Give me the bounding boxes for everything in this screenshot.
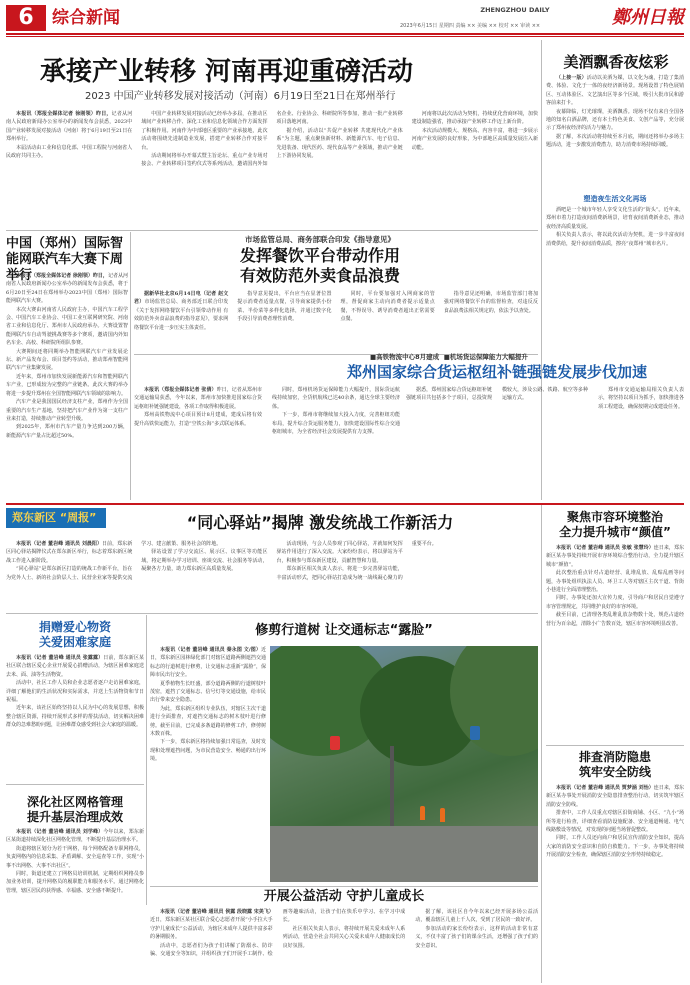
signage-p3: 下一步，郑东新区将持续加强日常巡查，及时发现和处理遮挡问题，为市民营造安全、畅通的出行环境。 — [150, 739, 266, 763]
baijiu-q1: 相关负责人表示，将以此次活动为契机，进一步丰富夜间消费供给，提升夜间消费品质，擦亮“夜郑州”城市名片。 — [546, 232, 684, 247]
grid-headline-1: 深化社区网格管理 — [26, 795, 123, 809]
signage-headline: 修剪行道树 让交通标志“露脸” — [255, 623, 433, 638]
logistics-p4: 据悉，郑州国家综合货运枢纽补链强链项目共包括多个子项目，总投资规模较大，涉及公路、铁路、航空等多种运输方式。 — [406, 387, 588, 402]
zhengdong-body — [6, 540, 538, 610]
fire-headline-2: 筑牢安全防线 — [578, 765, 651, 779]
signage-p0: 近日，郑东新区园林绿化部门对辖区道路两侧遮挡交通标志的行道树进行修剪，让交通标志重新“露脸”，保障市民出行安全。 — [150, 647, 266, 679]
baijiu-body — [546, 74, 684, 192]
page-number: 6 — [6, 5, 46, 31]
header-rule — [6, 33, 684, 35]
zhengdong-p3: 活动现场，与会人员参观了同心驿站，并就如何发挥驿站作用进行了深入交流。大家纷纷表示，将以驿站为平台，积极参与郑东新区建设，贡献智慧和力量。 — [276, 541, 403, 564]
fire-p1: 排查中，工作人员重点对辖区沿街商铺、小区、“九小”场所等进行检查，详细查看消防设施配备、安全通道畅通、电气线路敷设等情况，对发现的问题当场督促整改。 — [546, 810, 684, 834]
cityenv-p2: 同时，办事处还加大宣传力度，引导商户和居民自觉遵守市容管理规定，共同维护良好的市容环境。 — [546, 595, 684, 610]
food-byline: 据新华社北京6月14日电（记者 赵文君） — [134, 291, 229, 306]
grid-byline: 本报讯（记者 董岩峰 通讯员 刘学峰） — [16, 829, 104, 835]
column-divider — [541, 505, 542, 983]
signage-byline: 本报讯（记者 董岩峰 通讯员 秦永图 文/图） — [160, 647, 261, 653]
auto-p4: 汽车产业是我国国民经济支柱产业，郑州作为全国重要的汽车生产基地，坚持把汽车产业作为第一支柱产业来打造，持续推动产业转型升级。 — [6, 399, 128, 422]
grid-p1: 街道将辖区划分为若干网格，每个网格配备专职网格员，负责网格内的信息采集、矛盾调解、安全巡查等工作，实现“小事不出网格、大事不出社区”。 — [6, 845, 144, 869]
lead-body — [6, 110, 538, 228]
welfare-headline: 开展公益活动 守护儿童成长 — [263, 889, 425, 904]
column-divider — [146, 615, 147, 905]
lead-p1: 本届活动由工业和信息化部、中国工程院与河南省人民政府共同主办。 — [6, 144, 133, 160]
fire-byline: 本报讯（记者 董岩峰 通讯员 贾梦涵 刘怡） — [556, 785, 654, 791]
logistics-kicker-1: ■高铁物流中心8月建成 — [370, 353, 440, 361]
welfare-p4: 参加活动的家长纷纷表示，这样的活动非常有意义，不仅丰富了孩子们的课余生活，还增强了孩子们的安全意识。 — [415, 925, 538, 949]
zhengdong-p4: 郑东新区相关负责人表示，将进一步完善驿站功能，丰富活动形式，把同心驿站打造成为统一战线凝心聚力的重要平台。 — [276, 541, 437, 581]
zhengdong-p0: 日前，郑东新区同心驿站揭牌仪式在郑东新区举行，标志着郑东新区统战工作进入新阶段。 — [6, 541, 133, 564]
grid-body — [6, 828, 144, 980]
baijiu-q0: 酒吧是一个城市年轻人享受文化生活的“街头”。近年来，郑州市着力打造夜间消费新场景，培育夜间消费新业态，推动夜经济高质量发展。 — [546, 207, 684, 230]
welfare-p1: 活动中，志愿者们为孩子们讲解了防溺水、防诈骗、交通安全等知识，并组织孩子们开展手工制作、绘画等趣味活动，让孩子们在快乐中学习、在学习中成长。 — [150, 909, 406, 958]
donation-p2: 近年来，该社区始终坚持以人民为中心的发展思想，积极整合辖区资源，持续开展形式多样的帮扶活动，切实解决困难群众的急难愁盼问题，让困难群众感受到社会大家庭的温暖。 — [6, 705, 144, 729]
welfare-p2: 社区相关负责人表示，将持续开展关爱未成年人系列活动，营造全社会共同关心关爱未成年人健康成长的良好氛围。 — [282, 925, 406, 949]
zhengdong-headline: “同心驿站”揭牌 激发统战工作新活力 — [186, 513, 454, 532]
lead-subtitle: 2023 中国产业转移发展对接活动（河南）6月19日至21日在郑州举行 — [85, 91, 396, 102]
tree-trimming-photo — [270, 646, 538, 882]
section-rule — [6, 503, 684, 505]
auto-byline: 本报讯（郑报全媒体记者 徐刚领）昨日， — [16, 273, 108, 279]
lead-p3: 活动期间将举办开幕式暨主旨论坛、重点产业专场对接会、产业转移项目签约仪式等系列活动，邀请国内外知名企业、行业协会、科研院所等参加，推动一批产业转移项目落地河南。 — [141, 111, 403, 168]
cityenv-headline-2: 全力提升城市“颜值” — [559, 525, 671, 539]
lead-byline: 本报讯（郑报全媒体记者 徐刚领）昨日， — [16, 111, 112, 117]
logistics-p5: 郑州市交通运输局相关负责人表示，将坚持以项目为抓手，加快推进各项工程建设，确保按期完成建设任务。 — [598, 387, 684, 410]
auto-p2: 大赛期间还将同期举办智能网联汽车产业发展论坛、新产品发布会、项目签约等活动，推动郑州智能网联汽车产业集聚发展。 — [6, 348, 128, 372]
fire-body — [546, 784, 684, 980]
baijiu-byline: （上接一版） — [556, 75, 587, 81]
lead-p4: 据介绍，活动以“共促产业转移 共建现代化产业体系”为主题，重点聚焦新材料、新能源汽车、电子信息、先进装备、现代医药、现代食品等产业领域，推动产业链上下游协同发展。 — [276, 127, 403, 160]
zhengdong-logo — [6, 508, 106, 528]
food-headline-2: 有效防范外卖食品浪费 — [239, 266, 400, 285]
lead-headline: 承接产业转移 河南再迎重磅活动 — [40, 57, 414, 87]
lead-p5: 河南将以此次活动为契机，持续优化营商环境，加快建设制造强省，推动承接产业转移工作迈上新台阶。 — [411, 111, 538, 126]
auto-p5: 到2025年，郑州市汽车产量力争达到200万辆，新能源汽车产量占比超过50%。 — [6, 424, 128, 439]
zhengdong-logo-main: 郑东新区 — [12, 511, 56, 524]
baijiu-p2: 据了解，本次活动将持续至本月底，期间还将举办多场主题活动，进一步激发消费潜力，助力消费市场持续回暖。 — [546, 133, 684, 149]
baijiu-body2 — [546, 206, 684, 336]
baijiu-headline: 美酒飘香夜炫彩 — [563, 53, 669, 71]
grid-p2: 同时，街道还建立了网格员培训机制，定期组织网格员参加业务培训，提升网格员的履职能力和服务水平。通过网格化管理，辖区居民的获得感、幸福感、安全感不断提升。 — [6, 871, 144, 894]
cityenv-body — [546, 544, 684, 742]
auto-p1: 本次大赛由河南省人民政府主办，中国汽车工程学会、中国汽车工业协会、中国工业互联网研究院、河南省工业和信息化厅、郑州市人民政府承办。大赛设置智能网联汽车自动驾驶挑战赛等多个赛项，邀请国内外知名车企、高校、科研院所组队参赛。 — [6, 306, 128, 347]
logistics-kicker-2: ■机场货运保障能力大幅提升 — [443, 353, 528, 361]
baijiu-subhead: 塑造夜生活文化再场 — [583, 195, 647, 203]
logistics-p1: 郑州高铁物流中心项目预计8月建成，建成后将有效提升高铁快运能力，打造“空铁公海”多式联运体系。 — [134, 412, 262, 427]
logistics-p3: 下一步，郑州市将继续加大投入力度，完善枢纽功能布局，提升综合货运服务能力，加快建设国际性综合交通枢纽城市，为全省经济社会发展提供有力支撑。 — [272, 412, 400, 436]
donation-byline: 本报讯（记者 董岩峰 通讯员 张露露） — [16, 655, 104, 661]
signage-p1: 夏季植物生长旺盛，部分道路两侧的行道树枝叶茂密，遮挡了交通标志、信号灯等交通设施，给市民出行带来安全隐患。 — [150, 680, 266, 704]
food-kicker: 市场监管总局、商务部联合印发《指导意见》 — [245, 235, 395, 244]
header-rule-thin — [6, 36, 684, 37]
lead-p2: 中国产业转移发展对接活动已经举办多届，在推动区域间产业转移合作、深化工业和信息化领域合作方面发挥了积极作用。河南作为中部地区重要的产业承接地，此次活动将围绕先进制造业发展，搭建产业转移合作对接平台。 — [141, 111, 268, 151]
fire-p2: 同时，工作人员还向商户和居民宣传消防安全知识，提高大家的消防安全意识和自防自救能力。下一步，办事处将持续开展消防安全检查，确保辖区消防安全形势持续稳定。 — [546, 835, 684, 859]
cityenv-byline: 本报讯（记者 董岩峰 通讯员 张敏 张慧玲） — [556, 545, 654, 551]
section-title: 综合新闻 — [52, 8, 120, 28]
divider — [546, 745, 684, 746]
zhengdong-p2: 驿站设置了学习交流区、展示区、议事区等功能区域，将定期举办学习培训、座谈交流、社会服务等活动，凝聚各方力量，助力郑东新区高质量发展。 — [141, 549, 268, 573]
cityenv-headline-1: 聚焦市容环境整治 — [566, 510, 663, 524]
cityenv-p3: 截至目前，已清理各类乱堆乱放杂物数十处，规范占道经营行为百余起，清除小广告数百处，辖区市容环境明显改善。 — [546, 612, 684, 627]
zhengdong-byline: 本报讯（记者 董岩峰 通讯员 刘晨阳） — [16, 541, 103, 547]
zhengdong-logo-sub: “周报” — [59, 511, 97, 524]
welfare-byline: 本报讯（记者 董岩峰 通讯员 侯露 段晓露 宋美飞） — [160, 909, 274, 915]
lead-p6: 本次活动规模大、规格高、内容丰富，将进一步展示河南产业发展的良好形象，为中部地区高质量发展注入新动能。 — [411, 127, 538, 151]
lead-p0: 记者从河南人民政府新闻办公室举办的新闻发布会获悉，2023中国产业转移发展对接活动（河南）将于6月19日至21日在郑州举行。 — [6, 111, 133, 143]
welfare-p0: 近日，郑东新区某社区联合爱心志愿者开展“小手拉大手 守护儿童成长”公益活动，为辖区未成年人提供丰富多彩的暑期服务。 — [150, 917, 273, 941]
donation-p1: 活动中，社区工作人员和企业志愿者逐户走访困难家庭，详细了解他们的生活状况和实际需求，并送上生活物资和节日祝福。 — [6, 680, 144, 704]
cityenv-p1: 此次整治重点针对占道经营、乱堆乱放、乱贴乱画等问题，办事处组织执法人员、环卫工人等对辖区主次干道、背街小巷进行全面清理整治。 — [546, 570, 684, 594]
divider — [6, 230, 538, 231]
column-divider — [130, 232, 131, 500]
food-p1: 指导意见提出，平台应当在显著位置提示消费者适量点餐，引导商家提供小份菜、半份菜等多样化选择，并通过数字化手段引导消费者理性消费。 — [237, 291, 332, 323]
donation-p0: 日前，郑东新区某社区联合辖区爱心企业开展爱心捐赠活动，为辖区困难家庭送去米、面、油等生活物资。 — [6, 655, 144, 678]
auto-p0: 记者从河南省人民政府新闻办公室举办的新闻发布会获悉，将于6月20日至24日在郑州举办2023中国（郑州）国际智能网联汽车大赛。 — [6, 273, 128, 305]
zhengdong-p1: “同心驿站”是郑东新区打造的统战工作新平台，旨在为党外人士、新的社会阶层人士、民营企业家等提供交流学习、建言献策、服务社会的阵地。 — [6, 541, 222, 581]
fire-headline-1: 排查消防隐患 — [578, 750, 651, 764]
food-p2: 同时，平台要加强对入网商家的管理，督促商家主动向消费者提示适量点餐，不得误导、诱导消费者超出正常需要点餐。 — [340, 291, 435, 323]
cityenv-p0: 连日来，郑东新区某办事处持续开展市容环境综合整治行动，全力提升辖区城市“颜值”。 — [546, 545, 684, 568]
food-p0: 市场监管总局、商务部近日联合印发《关于发挥网络餐饮平台引领带动作用 有效防范外卖食品浪费的指导意见》，要求网络餐饮平台进一步压实主体责任。 — [134, 299, 229, 331]
food-body — [134, 290, 538, 352]
logistics-body-left — [134, 386, 400, 498]
newspaper-logo: 鄭州日報 — [612, 7, 684, 28]
baijiu-p0: 活动以美酒为媒，以文化为魂，打造了集消费、体验、文化于一体的夜经济新场景。现场设置了特色展销区、互动体验区、文艺演出区等多个区域，吸引大批市民和游客前来打卡。 — [546, 75, 684, 107]
welfare-p3: 据了解，该社区自今年以来已经开展多场公益活动，覆盖辖区儿童上千人次，受到了居民的一致好评。 — [415, 909, 538, 924]
auto-p3: 近年来，郑州市加快发展新能源汽车和智能网联汽车产业，已形成较为完整的产业链条。此次大赛的举办将进一步提升郑州在全国智能网联汽车领域的影响力。 — [6, 373, 128, 397]
signage-p2: 为此，郑东新区组织专业队伍，对辖区主次干道进行全面排查，对遮挡交通标志的树木枝叶进行修剪。截至目前，已完成多条道路的修剪工作，修剪树木数百株。 — [150, 705, 266, 738]
divider — [150, 886, 538, 887]
donation-headline-2: 关爱困难家庭 — [38, 635, 111, 649]
logistics-kicker — [370, 352, 610, 362]
fire-p0: 连日来，郑东新区某办事处开展消防安全隐患排查整治行动，切实筑牢辖区消防安全防线。 — [546, 785, 684, 808]
publication-name: ZHENGZHOU DAILY — [480, 6, 550, 14]
welfare-body — [150, 908, 538, 980]
logistics-body-right — [406, 386, 684, 498]
signage-body — [150, 646, 266, 882]
baijiu-p1: 夜幕降临，灯光璀璨，美酒飘香。现场不仅有来自全国各地的知名白酒品牌，还有本土特色美食、文创产品等，充分展示了郑州夜经济的活力与魅力。 — [546, 108, 684, 132]
logistics-p0: 昨日，记者从郑州市交通运输局获悉，今年以来，郑州市加快推进国家综合货运枢纽补链强链建设，各项工作取得积极进展。 — [134, 387, 262, 410]
auto-headline: 中国（郑州）国际智能网联汽车大赛下周举行 — [6, 236, 124, 283]
grid-p0: 今年以来，郑东新区某街道持续深化社区网格化管理，不断提升基层治理水平。 — [6, 829, 144, 844]
logistics-p2: 同时，郑州机场货运保障能力大幅提升，国际货运航线持续加密，全货机航线已达40余条，通达全球主要经济体。 — [272, 387, 400, 410]
divider — [6, 613, 538, 614]
logistics-headline: 郑州国家综合货运枢纽补链强链发展步伐加速 — [346, 363, 647, 381]
auto-body — [6, 272, 128, 500]
grid-headline-2: 提升基层治理成效 — [26, 810, 123, 824]
divider — [6, 784, 144, 785]
logistics-byline: 本报讯（郑报全媒体记者 张倩） — [144, 387, 217, 393]
donation-body — [6, 654, 144, 780]
food-headline-1: 发挥餐饮平台带动作用 — [239, 246, 400, 265]
issue-info: 2023年6月15日 星期四 责编 ×× 美编 ×× 校对 ×× 审读 ×× — [400, 23, 541, 29]
donation-headline-1: 捐赠爱心物资 — [38, 620, 111, 634]
food-p3: 指导意见还明确，市场监管部门将加强对网络餐饮平台的监督检查，对违反反食品浪费法相关规定的，依法予以查处。 — [443, 291, 538, 314]
